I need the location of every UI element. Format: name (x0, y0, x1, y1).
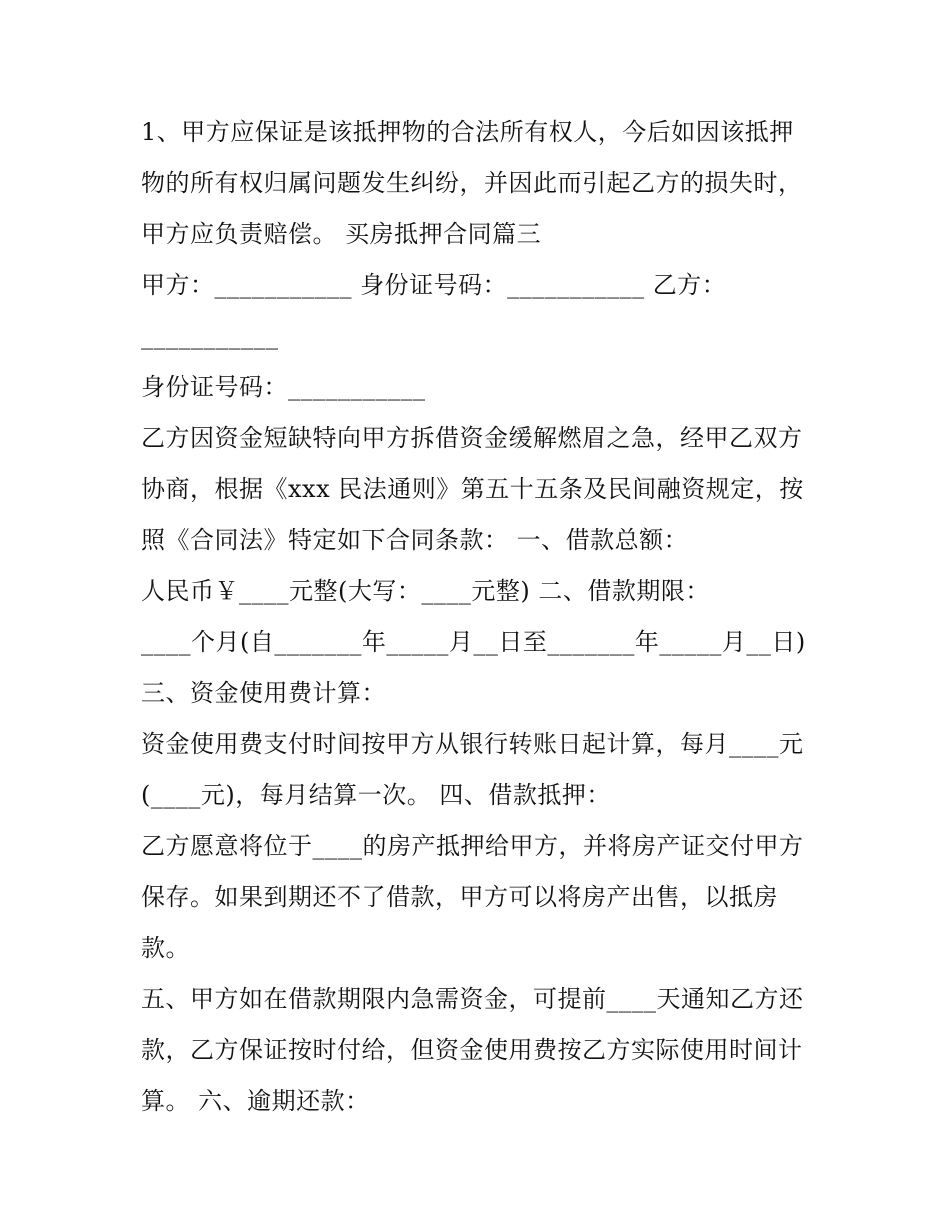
text-line: 保存。如果到期还不了借款，甲方可以将房产出售，以抵房 (141, 883, 778, 911)
text-line: 身份证号码：___________ (141, 373, 426, 401)
text-line: 乙方因资金短缺特向甲方拆借资金缓解燃眉之急，经甲乙双方 (141, 424, 803, 452)
text-line: 算。 六、逾期还款： (141, 1087, 370, 1115)
text-line: (____元)，每月结算一次。 四、借款抵押： (141, 781, 611, 809)
text-line: 款，乙方保证按时付给，但资金使用费按乙方实际使用时间计 (141, 1036, 803, 1064)
text-line: 三、资金使用费计算： (141, 679, 386, 707)
text-line: 乙方愿意将位于____的房产抵押给甲方，并将房产证交付甲方 (141, 832, 804, 860)
text-line: 甲方应负责赔偿。 买房抵押合同篇三 (141, 220, 542, 248)
text-line: 甲方：___________ 身份证号码：___________ 乙方： (141, 271, 727, 299)
text-line: 协商，根据《xxx 民法通则》第五十五条及民间融资规定，按 (141, 475, 804, 503)
text-line: 五、甲方如在借款期限内急需资金，可提前____天通知乙方还 (141, 985, 804, 1013)
text-line: 人民币￥____元整(大写：____元整) 二、借款期限： (141, 577, 710, 605)
text-line: 物的所有权归属问题发生纠纷，并因此而引起乙方的损失时， (141, 169, 803, 197)
document-body (141, 107, 831, 1127)
text-line: 1、甲方应保证是该抵押物的合法所有权人，今后如因该抵押 (141, 118, 794, 146)
text-line: 资金使用费支付时间按甲方从银行转账日起计算，每月____元 (141, 730, 804, 758)
text-line: ___________ (141, 322, 279, 350)
text-line: 款。 (141, 934, 190, 962)
text-line: 照《合同法》特定如下合同条款： 一、借款总额： (141, 526, 689, 554)
text-line: ____个月(自_______年_____月__日至_______年_____月__日) (141, 628, 806, 656)
